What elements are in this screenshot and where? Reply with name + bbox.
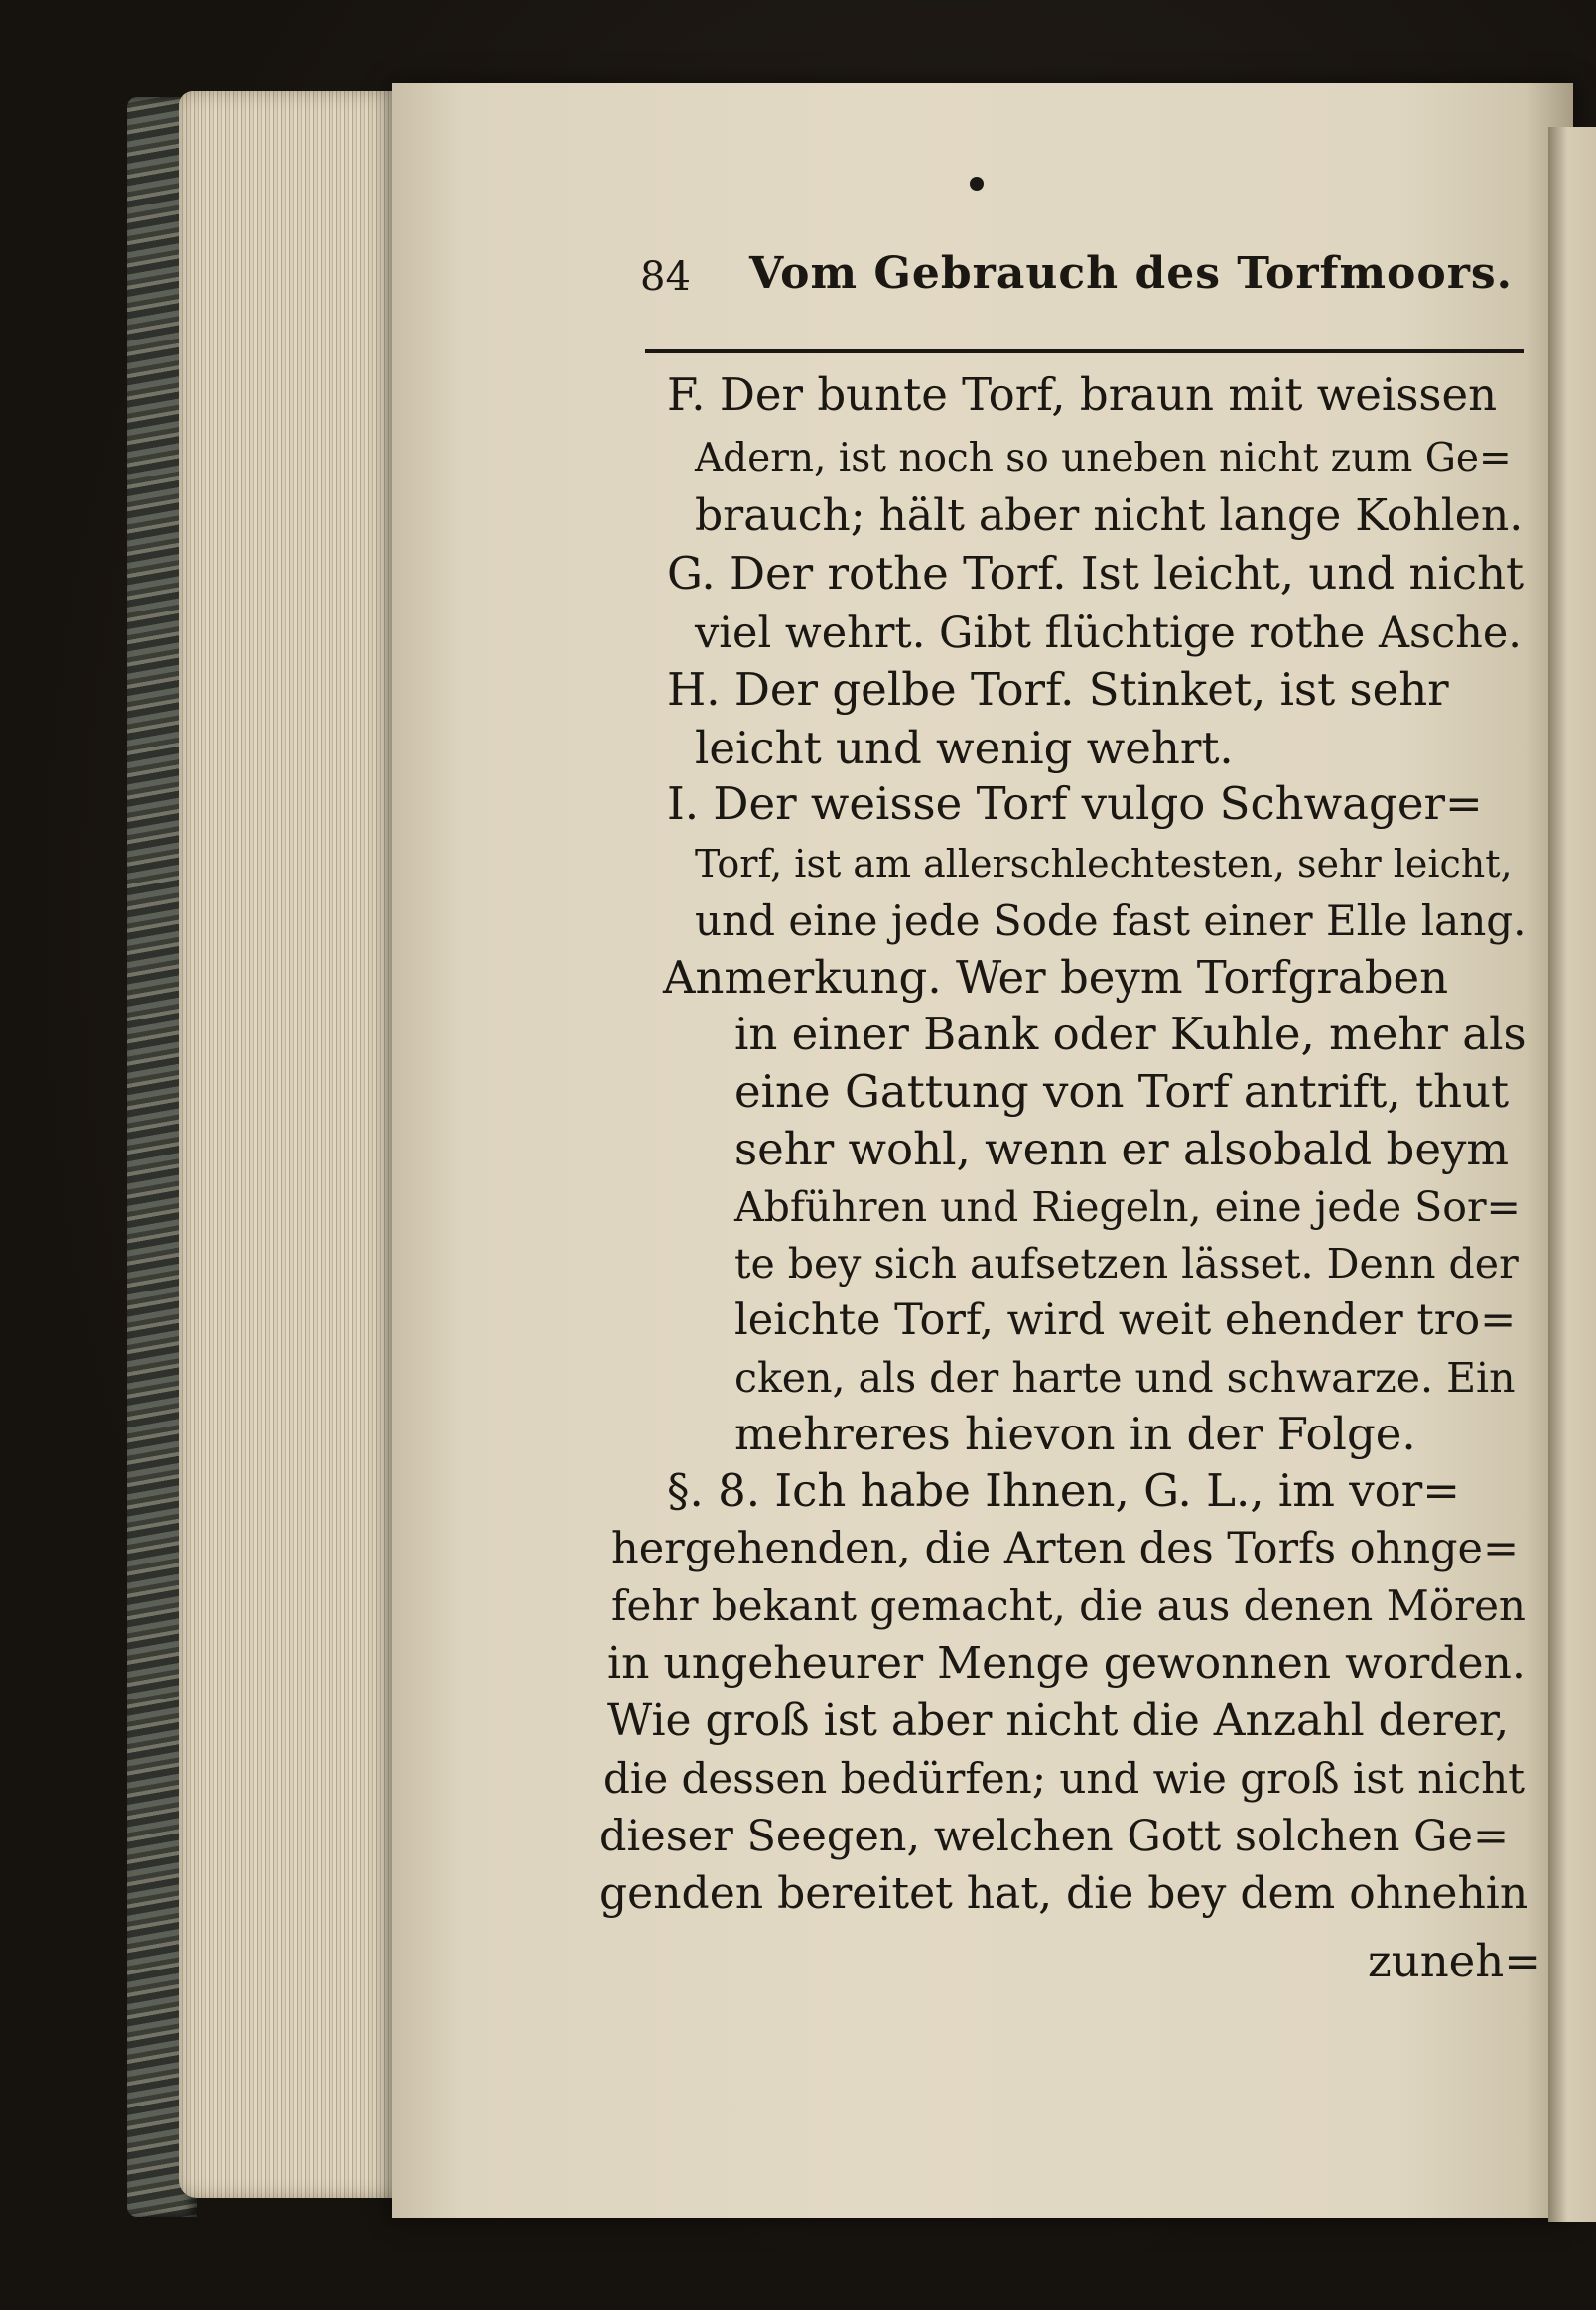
- text-line: Anmerkung. Wer beym Torfgraben: [663, 951, 1449, 1004]
- text-line: H. Der gelbe Torf. Stinket, ist sehr: [667, 663, 1449, 716]
- text-line: Wie groß ist aber nicht die Anzahl derer,: [607, 1696, 1510, 1746]
- text-line: sehr wohl, wenn er alsobald beym: [734, 1123, 1510, 1175]
- text-line: Abführen und Riegeln, eine jede Sor=: [734, 1183, 1521, 1231]
- page-number: 84: [640, 254, 691, 300]
- page-edges: [179, 91, 397, 2198]
- facing-page-edge: [1548, 127, 1596, 2222]
- text-line: Adern, ist noch so uneben nicht zum Ge=: [695, 436, 1512, 480]
- text-line: mehreres hievon in der Folge.: [734, 1408, 1416, 1460]
- running-head-title: Vom Gebrauch des Torfmoors.: [749, 248, 1513, 299]
- text-line: G. Der rothe Torf. Ist leicht, und nicht: [667, 547, 1525, 600]
- text-line: in ungeheurer Menge gewonnen worden.: [607, 1638, 1526, 1689]
- ornament-dot: [970, 177, 984, 191]
- text-line: in einer Bank oder Kuhle, mehr als: [734, 1008, 1527, 1060]
- header-rule: [645, 349, 1524, 353]
- text-line: leicht und wenig wehrt.: [695, 722, 1234, 774]
- text-line: leichte Torf, wird weit ehender tro=: [734, 1295, 1517, 1345]
- text-line: I. Der weisse Torf vulgo Schwager=: [667, 777, 1483, 830]
- text-line: genden bereitet hat, die bey dem ohnehin: [599, 1868, 1529, 1919]
- text-line: cken, als der harte und schwarze. Ein: [734, 1354, 1516, 1402]
- text-line: Torf, ist am allerschlechtesten, sehr leicht,: [695, 842, 1513, 885]
- text-line: §. 8. Ich habe Ihnen, G. L., im vor=: [667, 1464, 1460, 1517]
- text-line: eine Gattung von Torf antrift, thut: [734, 1065, 1510, 1118]
- text-line: viel wehrt. Gibt flüchtige rothe Asche.: [695, 609, 1522, 658]
- text-line: hergehenden, die Arten des Torfs ohnge=: [611, 1524, 1520, 1573]
- text-line: und eine jede Sode fast einer Elle lang.: [695, 896, 1527, 945]
- text-line: brauch; hält aber nicht lange Kohlen.: [695, 490, 1524, 541]
- catchword: zuneh=: [1368, 1935, 1541, 1987]
- text-line: te bey sich aufsetzen lässet. Denn der: [734, 1240, 1519, 1288]
- text-line: fehr bekant gemacht, die aus denen Mören: [611, 1581, 1526, 1630]
- text-line: F. Der bunte Torf, braun mit weissen: [667, 368, 1498, 421]
- text-line: dieser Seegen, welchen Gott solchen Ge=: [599, 1812, 1509, 1861]
- text-line: die dessen bedürfen; und wie groß ist nicht: [603, 1754, 1526, 1803]
